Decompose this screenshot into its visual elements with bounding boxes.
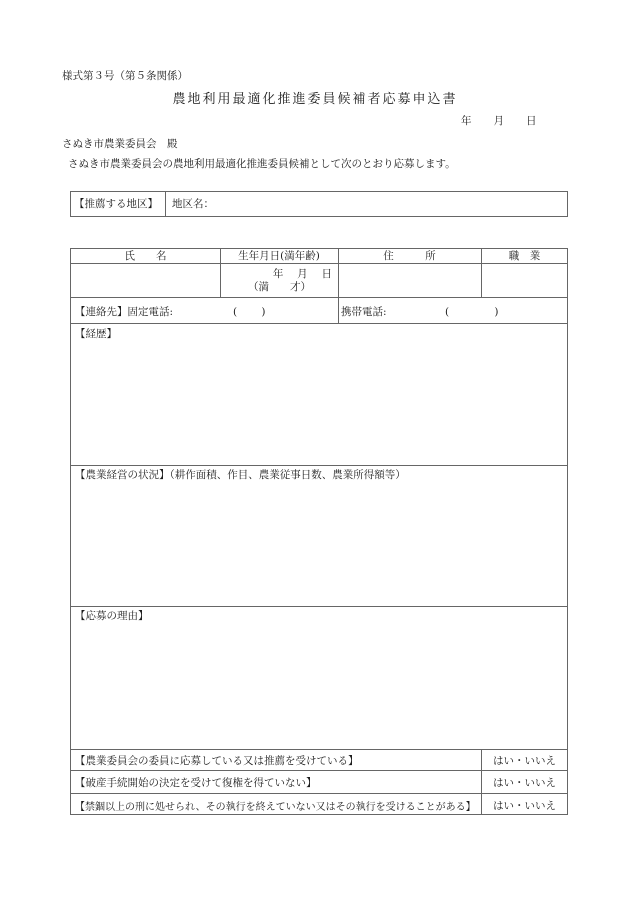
date-year: 年 [461, 115, 472, 127]
header-address: 住 所 [383, 250, 436, 262]
district-box [70, 191, 568, 217]
mobile-label: 携帯電話: [341, 306, 387, 318]
reason-field[interactable] [71, 622, 567, 748]
divider [71, 770, 567, 771]
career-label: 【経歴】 [75, 328, 117, 340]
district-name-field[interactable]: 地区名： [172, 198, 214, 210]
intro-text: さぬき市農業委員会の農地利用最適化推進委員候補として次のとおり応募します。 [68, 158, 456, 170]
divider [71, 606, 567, 607]
date-field [461, 113, 559, 128]
birthdate-field[interactable] [220, 264, 338, 297]
address-field[interactable] [338, 264, 481, 297]
farming-status-label: 【農業経営の状況】（耕作面積、作目、農業従事日数、農業所得額等） [75, 469, 406, 481]
name-field[interactable] [71, 264, 220, 297]
answer-2[interactable]: はい・いいえ [493, 777, 556, 789]
form-number: 様式第３号（第５条関係） [62, 70, 188, 82]
addressee: さぬき市農業委員会 殿 [62, 138, 178, 150]
landline-field[interactable]: ( ) [233, 306, 266, 318]
header-name: 氏 名 [124, 250, 167, 262]
page-title: 農地利用最適化推進委員候補者応募申込書 [172, 92, 458, 107]
occupation-field[interactable] [481, 264, 568, 297]
divider [71, 793, 567, 794]
date-day: 日 [526, 115, 537, 127]
age-line: （満 才） [248, 281, 311, 293]
date-month: 月 [493, 115, 504, 127]
answer-1[interactable]: はい・いいえ [493, 755, 556, 767]
divider [71, 323, 567, 324]
contact-label: 【連絡先】固定電話: [75, 306, 174, 318]
farming-status-field[interactable] [71, 481, 567, 605]
divider [71, 749, 567, 750]
question-3: 【禁錮以上の刑に処せられ、その執行を終えていない又はその執行を受けることがある】 [75, 802, 476, 813]
applicant-table [70, 248, 568, 815]
question-2: 【破産手続開始の決定を受けて復権を得ていない】 [75, 777, 317, 789]
career-field[interactable] [71, 339, 567, 464]
birthdate-ymd: 年 月 日 [272, 268, 332, 280]
reason-label: 【応募の理由】 [75, 610, 149, 622]
divider [71, 465, 567, 466]
divider [71, 297, 567, 298]
header-occupation: 職 業 [508, 250, 541, 262]
answer-3[interactable]: はい・いいえ [493, 800, 556, 812]
district-label: 【推薦する地区】 [71, 192, 166, 216]
mobile-field[interactable]: ( ) [445, 306, 499, 318]
header-birthdate: 生年月日(満年齢) [238, 250, 320, 262]
question-1: 【農業委員会の委員に応募している又は推薦を受けている】 [75, 755, 359, 767]
